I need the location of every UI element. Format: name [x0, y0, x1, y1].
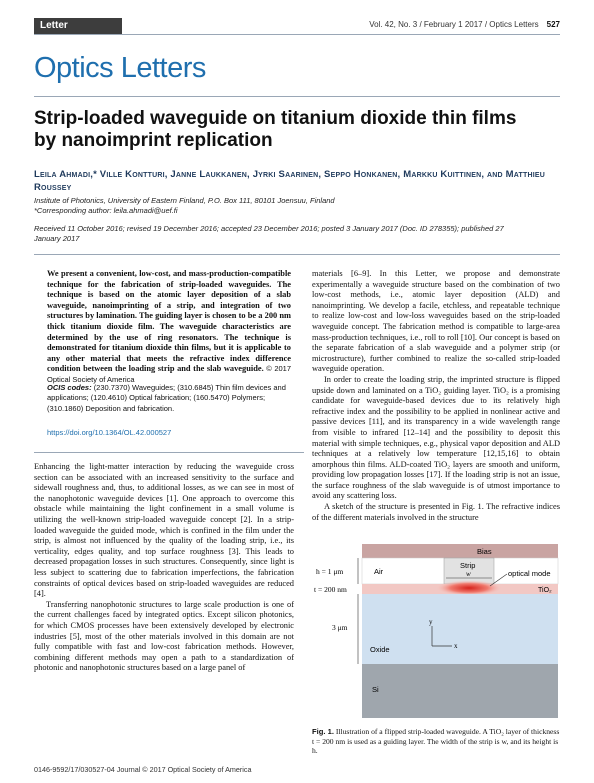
article-title: Strip-loaded waveguide on titanium dioxide thin films by nanoimprint replication	[34, 108, 517, 151]
page-footer: 0146-9592/17/030527-04 Journal © 2017 Optical Society of America	[34, 765, 252, 774]
label-bias: Bias	[477, 547, 492, 556]
label-si: Si	[372, 685, 379, 694]
caption-text: Illustration of a flipped strip-loaded waveguide. A TiO₂ layer of thickness t = 200 nm is used as a guiding layer. The width of the strip is w, and its height is h.	[312, 727, 560, 756]
paragraph: materials [6–9]. In this Letter, we propose and demonstrate experimentally a waveguide structure based on the combination of two low-cost methods, i.e., atomic layer deposition (ALD) and nanoimprinting. We develop a facile, etchless, and repeatable technique to realize low-cost and low-loss waveguides based on the strip-loaded waveguide concept. The fabrication method is compatible to large-area mass-production techniques, i.e., roll to roll [10]. Our concept is based on the separate fabrication of a slab waveguide and a polymer strip (or microstructure), further combined to realize the so-called strip-loaded waveguide operation.	[312, 269, 560, 374]
optical-mode	[435, 580, 503, 596]
paragraph: In order to create the loading strip, the imprinted structure is flipped upside down and laminated on a TiO₂ guiding layer. TiO₂ is a promising candidate for waveguide-based devices due to its relatively high refractive index and the possibility to be applied in nonlinear active and passive devices [11], and its transparency in a wide wavelength range from visible to infrared [12–14] and the possibility to deposit this material with simple techniques, e.g., physical vapor deposition and ALD techniques at a relatively low temperature [12,15,16] to obtain amorphous thin films. ALD-coated TiO₂ layers are smooth and uniform, providing low propagation losses [17]. If the loading strip is not an issue, the surface roughness of the slab waveguide is of utmost importance to avoid any scattering loss.	[312, 374, 560, 501]
page-number: 527	[546, 20, 560, 29]
figure-1-diagram	[312, 542, 560, 720]
corresponding-author: *Corresponding author: leila.ahmadi@uef.fi	[34, 206, 178, 215]
ocis-label: OCIS codes:	[47, 383, 92, 392]
axis-x-label: x	[454, 642, 458, 650]
citation-line: Vol. 42, No. 3 / February 1 2017 / Optics Letters	[369, 20, 539, 29]
ocis-text: (230.7370) Waveguides; (310.6845) Thin film devices and applications; (120.4610) Optical fabrication; (160.5470) Polymers; (310.1860) Deposition and fabrication.	[47, 383, 286, 413]
oxide-layer	[362, 594, 558, 664]
paragraph: Enhancing the light-matter interaction by reducing the waveguide cross section can be associated with an increased sensitivity to the surface and sidewall roughness and, thus, to additional losses, as we can see in most of the nanophotonic waveguide devices [1]. One approach to overcome this obstacle while maintaining the light confinement in a small volume is utilizing the well-known strip-loaded waveguide concept [2]. In a strip-loaded waveguide the guided mode, which is confined in the film under the strip, is almost not influenced by the quality of the loading strip, i.e., its verticality, edges quality, and top surface roughness [3]. This leads to decreased propagation losses in such structures. Consequently, since light is less subject to scattering due to fabrication imperfections, the fabrication constraints of optical devices based on strip-loaded waveguides are reduced [4].	[34, 462, 294, 599]
label-oxide-thickness: 3 μm	[332, 623, 348, 632]
label-optical-mode: optical mode	[508, 569, 551, 578]
label-strip: Strip	[460, 561, 476, 570]
doi-link[interactable]: https://doi.org/10.1364/OL.42.000527	[47, 428, 172, 437]
label-tio2: TiO₂	[538, 587, 552, 594]
publication-dates: Received 11 October 2016; revised 19 December 2016; accepted 23 December 2016; posted 3 January 2017 (Doc. ID 278355); published 27 January 2017	[34, 224, 504, 243]
figure-caption	[312, 727, 560, 756]
divider	[34, 452, 304, 453]
divider	[34, 254, 560, 255]
label-air: Air	[374, 567, 384, 576]
abstract	[47, 269, 291, 386]
label-w: w	[466, 570, 471, 578]
author-list: Leila Ahmadi,* Ville Kontturi, Janne Laukkanen, Jyrki Saarinen, Seppo Honkanen, Markku Kuittinen, and Matthieu Roussey	[34, 169, 545, 193]
ocis-codes	[47, 383, 291, 414]
abstract-text: We present a convenient, low-cost, and mass-production-compatible technique for the fabrication of strip-loaded waveguides. The technique is based on the atomic layer deposition of a slab waveguide, nanoimprinting of a strip, and integration of two structures by lamination. The guiding layer is chosen to be a 200 nm thick titanium dioxide film. The waveguide characteristics are determined by the use of ring resonators. The technique is demonstrated for titanium dioxide thin films, but it is applicable to any other material that meets the refractive index difference condition between the loading strip and the slab waveguide.	[47, 269, 291, 374]
label-h: h = 1 μm	[316, 567, 344, 576]
label-t: t = 200 nm	[314, 585, 347, 594]
caption-label: Fig. 1.	[312, 727, 334, 736]
paragraph: A sketch of the structure is presented in Fig. 1. The refractive indices of the different materials involved in the structure	[312, 502, 560, 522]
affiliation	[34, 196, 554, 216]
si-substrate	[362, 664, 558, 718]
paragraph: Transferring nanophotonic structures to large scale production is one of the current challenges faced by integrated optics. Except silicon photonics, for which CMOS processes have been extensively developed by electronic industries [5], most of the other materials involved in this domain are not fully compatible with fast and low-cost fabrication methods. However, combining different methods may open a path to a standardization of photonic and nanophotonic structures based on a large panel of	[34, 599, 294, 673]
axis-y-label: y	[429, 618, 433, 626]
running-header	[34, 18, 560, 35]
affiliation-line: Institute of Photonics, University of Eastern Finland, P.O. Box 111, 80101 Joensuu, Finland	[34, 196, 335, 205]
body-column-right	[312, 269, 560, 523]
body-column-left	[34, 462, 294, 674]
label-oxide: Oxide	[370, 645, 390, 654]
copyright-notice: © 2017 Optical Society of America	[47, 364, 292, 384]
divider	[34, 96, 560, 97]
bias-layer	[362, 544, 558, 558]
running-head	[369, 20, 560, 29]
journal-logo: Optics Letters	[34, 52, 206, 84]
article-type-tag: Letter	[34, 18, 122, 34]
